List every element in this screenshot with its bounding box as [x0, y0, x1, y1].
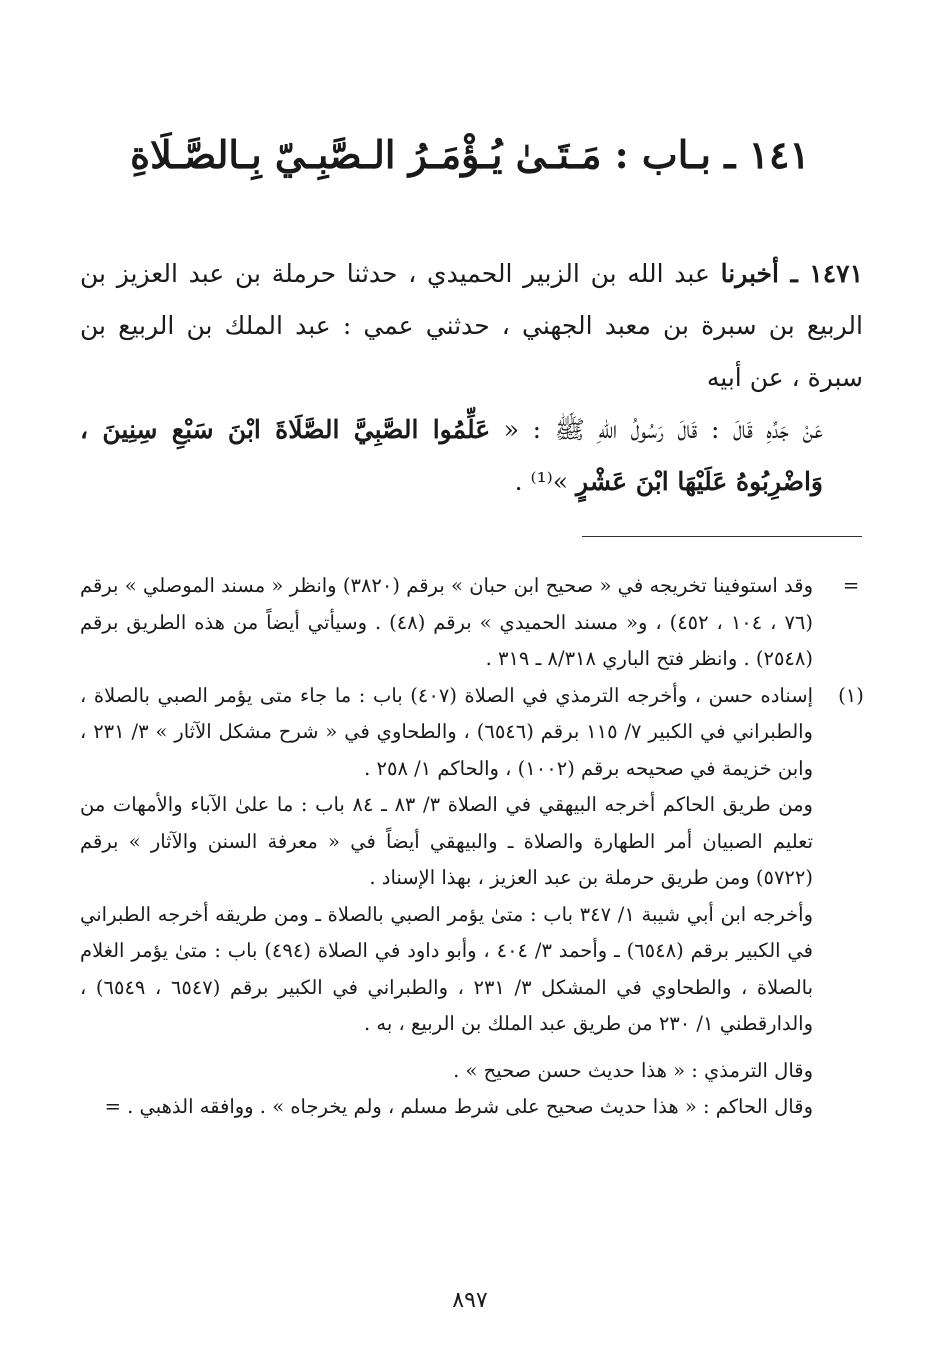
footnotes [80, 568, 864, 1126]
footnote-paragraph [80, 1089, 813, 1126]
hadith-matn-intro: عَنْ جَدِّهِ قَالَ : قَالَ رَسُولُ اللهِ ﷺ : « [490, 415, 824, 444]
hadith-isnad-paragraph [80, 248, 863, 404]
footnote-paragraph [80, 1053, 813, 1090]
hadith-matn-end: »⁽¹⁾ . [514, 467, 577, 496]
footnote-paragraph [80, 897, 813, 1043]
footnote-text: وقال الحاكم : « هذا حديث صحيح على شرط مسلم ، ولم يخرجاه » . ووافقه الذهبي . = [104, 1095, 813, 1118]
hadith-text [80, 248, 863, 508]
chapter-title: ١٤١ ـ بـاب : مَـتَـىٰ يُـؤْمَـرُ الـصَّبِـيّ بِـالصَّـلَاةِ [130, 132, 810, 177]
footnote-separator [582, 536, 862, 537]
footnote-1 [80, 678, 864, 788]
page-number: ٨٩٧ [452, 1288, 488, 1313]
hadith-number: ١٤٧١ ـ أخبرنا [720, 259, 864, 288]
footnote-marker: (١) [838, 683, 864, 707]
footnote-text: ومن طريق الحاكم أخرجه البيهقي في الصلاة ٣/ ٨٣ ـ ٨٤ باب : ما علىٰ الآباء والأمهات من تعليم الصبيان أمر الطهارة والصلاة ـ والبيهقي أيضاً في « معرفة السنن والآثار » برقم (٥٧٢٢) ومن طريق حرملة بن عبد العزيز ، بهذا الإسناد . [80, 793, 813, 889]
footnote-text: وقال الترمذي : « هذا حديث حسن صحيح » . [453, 1058, 813, 1082]
footnote-text: وأخرجه ابن أبي شيبة ١/ ٣٤٧ باب : متىٰ يؤمر الصبي بالصلاة ـ ومن طريقه أخرجه الطبراني في الكبير برقم (٦٥٤٨) ـ وأحمد ٣/ ٤٠٤ ، وأبو داود في الصلاة (٤٩٤) باب : متىٰ يؤمر الغلام بالصلاة ، والطحاوي في المشكل ٣/ ٢٣١ ، والطبراني في الكبير برقم (٦٥٤٧ ، ٦٥٤٩) ، والدارقطني ١/ ٢٣٠ من طريق عبد الملك بن الربيع ، به . [80, 902, 813, 1035]
footnote-text: وقد استوفينا تخريجه في « صحيح ابن حبان » برقم (٣٨٢٠) وانظر « مسند الموصلي » برقم (٧٦ ، ١٠٤ ، ٤٥٢) ، و« مسند الحميدي » برقم (٤٨) . وسيأتي أيضاً من هذه الطريق برقم (٢٥٤٨) . وانظر فتح الباري ٨/٣١٨ ـ ٣١٩ . [80, 574, 813, 670]
hadith-isnad: عبد الله بن الزبير الحميدي ، حدثنا حرملة بن عبد العزيز بن الربيع بن سبرة بن معبد الجهني ، حدثني عمي : عبد الملك بن الربيع بن سبرة ، عن أبيه [80, 259, 863, 392]
hadith-matn-paragraph [80, 404, 863, 508]
footnote-paragraph [80, 787, 813, 897]
footnote-text: إسناده حسن ، وأخرجه الترمذي في الصلاة (٤٠٧) باب : ما جاء متى يؤمر الصبي بالصلاة ، والطبراني في الكبير ٧/ ١١٥ برقم (٦٥٤٦) ، والطحاوي في « شرح مشكل الآثار » ٣/ ٢٣١ ، وابن خزيمة في صحيحه برقم (١٠٠٢) ، والحاكم ١/ ٢٥٨ . [80, 683, 813, 780]
footnote-continuation [80, 568, 860, 678]
hadith-matn: عَلِّمُوا الصَّبِيَّ الصَّلَاةَ ابْنَ سَبْعِ سِنِينَ ، وَاضْرِبُوهُ عَلَيْهَا ابْنَ عَشْرٍ [80, 415, 823, 496]
footnote-marker: = [842, 574, 860, 597]
